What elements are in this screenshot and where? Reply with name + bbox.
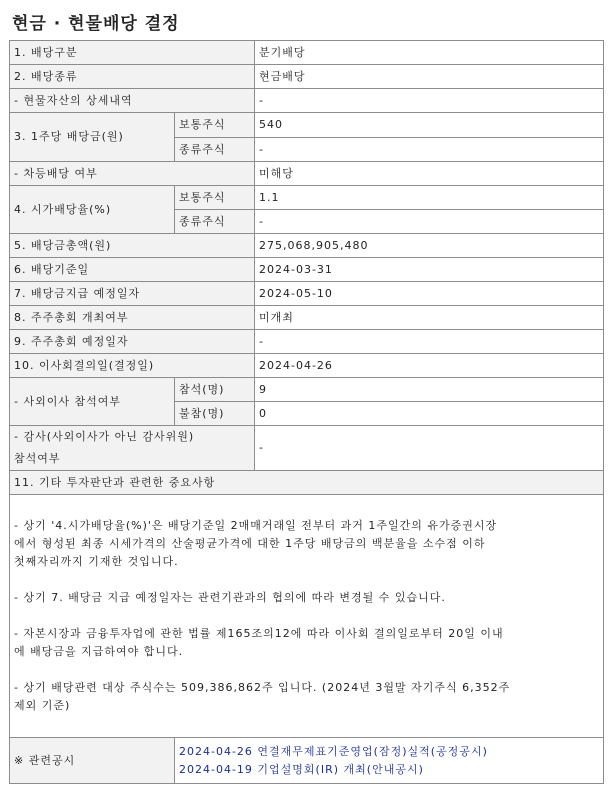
row-value: 2024-04-26	[255, 354, 604, 378]
row-value: 현금배당	[255, 65, 604, 89]
row-label-line: 참석여부	[14, 452, 61, 465]
sub-label: 종류주식	[175, 210, 255, 234]
page-title: 현금 · 현물배당 결정	[12, 14, 180, 34]
related-disclosure-links	[175, 738, 604, 784]
sub-label: 보통주식	[175, 186, 255, 210]
related-disclosure-label: ※ 관련공시	[10, 738, 175, 784]
table-row	[10, 330, 604, 354]
row-label: 2. 배당종류	[10, 65, 255, 89]
row-value: -	[255, 330, 604, 354]
table-row	[10, 471, 604, 495]
table-row	[10, 306, 604, 330]
table-row	[10, 738, 604, 784]
row-value: 540	[255, 113, 604, 138]
sub-label: 불참(명)	[175, 402, 255, 426]
row-label: 3. 1주당 배당금(원)	[10, 113, 175, 162]
table-row	[10, 113, 604, 138]
row-label: 11. 기타 투자판단과 관련한 중요사항	[10, 471, 604, 495]
row-label: 6. 배당기준일	[10, 258, 255, 282]
row-value: -	[255, 210, 604, 234]
table-row	[10, 495, 604, 738]
row-label-line: - 감사(사외이사가 아닌 감사위원)	[14, 430, 195, 443]
dividend-decision-table	[9, 40, 604, 784]
note-line: 에서 형성된 최종 시세가격의 산술평균가격에 대한 1주당 배당금의 백분율을 소수점 이하	[14, 537, 486, 550]
note-line: - 자본시장과 금융투자업에 관한 법률 제165조의12에 따라 이사회 결의일로부터 20일 이내	[14, 627, 504, 640]
note-line: - 상기 7. 배당금 지급 예정일자는 관련기관과의 협의에 따라 변경될 수 있습니다.	[14, 591, 446, 604]
related-disclosure-link[interactable]: 2024-04-26 연결재무제표기준영업(잠정)실적(공정공시)	[179, 744, 488, 758]
table-row	[10, 378, 604, 402]
table-row	[10, 162, 604, 186]
table-row	[10, 89, 604, 113]
sub-label: 참석(명)	[175, 378, 255, 402]
row-label: - 사외이사 참석여부	[10, 378, 175, 426]
row-label: 5. 배당금총액(원)	[10, 234, 255, 258]
row-label: 4. 시가배당율(%)	[10, 186, 175, 234]
row-value: 미해당	[255, 162, 604, 186]
row-label: - 현물자산의 상세내역	[10, 89, 255, 113]
row-label: 9. 주주총회 예정일자	[10, 330, 255, 354]
row-value: 9	[255, 378, 604, 402]
row-label: - 차등배당 여부	[10, 162, 255, 186]
table-row	[10, 354, 604, 378]
sub-label: 보통주식	[175, 113, 255, 138]
row-value: 분기배당	[255, 41, 604, 65]
sub-label: 종류주식	[175, 138, 255, 162]
row-value: 미개최	[255, 306, 604, 330]
row-value: 1.1	[255, 186, 604, 210]
row-value: 0	[255, 402, 604, 426]
table-row	[10, 41, 604, 65]
table-row	[10, 282, 604, 306]
related-disclosure-link[interactable]: 2024-04-19 기업설명회(IR) 개최(안내공시)	[179, 762, 424, 776]
note-line: 첫째자리까지 기재한 것입니다.	[14, 555, 179, 568]
table-row	[10, 234, 604, 258]
row-value: 2024-05-10	[255, 282, 604, 306]
note-line: 제외 기준)	[14, 699, 71, 712]
note-line: - 상기 '4.시가배당율(%)'은 배당기준일 2매매거래일 전부터 과거 1주일간의 유가증권시장	[14, 519, 498, 532]
row-value: -	[255, 89, 604, 113]
row-value: 2024-03-31	[255, 258, 604, 282]
row-value: -	[255, 426, 604, 471]
row-value: 275,068,905,480	[255, 234, 604, 258]
row-label: 10. 이사회결의일(결정일)	[10, 354, 255, 378]
table-row	[10, 258, 604, 282]
table-row	[10, 426, 604, 471]
table-row	[10, 65, 604, 89]
note-line	[14, 661, 599, 679]
row-label	[10, 426, 255, 471]
row-label: 1. 배당구분	[10, 41, 255, 65]
notes-cell	[10, 495, 604, 738]
note-line: - 상기 배당관련 대상 주식수는 509,386,862주 입니다. (2024년 3월말 자기주식 6,352주	[14, 681, 511, 694]
row-label: 8. 주주총회 개최여부	[10, 306, 255, 330]
note-line: 에 배당금을 지급하여야 합니다.	[14, 645, 184, 658]
row-value: -	[255, 138, 604, 162]
note-line	[14, 607, 599, 625]
table-row	[10, 186, 604, 210]
note-line	[14, 571, 599, 589]
row-label: 7. 배당금지급 예정일자	[10, 282, 255, 306]
